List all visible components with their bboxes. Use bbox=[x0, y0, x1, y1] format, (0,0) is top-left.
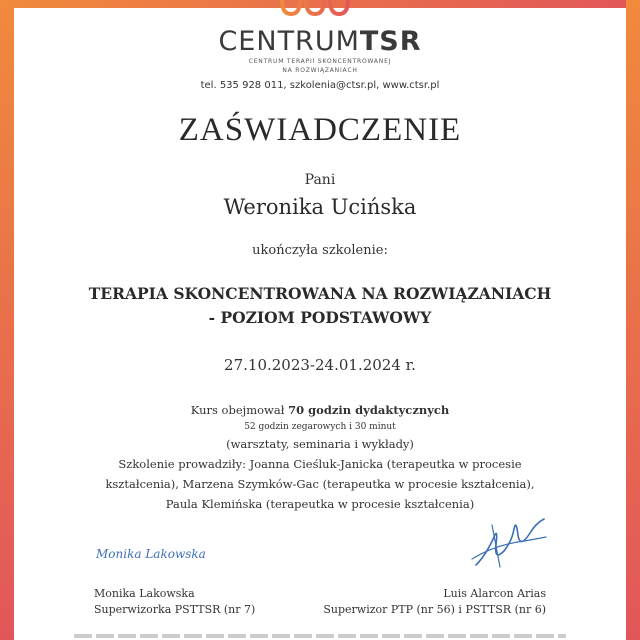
course-dates: 27.10.2023-24.01.2024 r. bbox=[224, 356, 416, 374]
footer-text-cropped bbox=[74, 632, 566, 640]
brand-tagline bbox=[14, 57, 626, 75]
footer-cropped-line bbox=[74, 634, 566, 638]
course-line1: TERAPIA SKONCENTROWANA NA ROZWIĄZANIACH bbox=[88, 284, 552, 303]
hours-line bbox=[54, 400, 586, 420]
trainers-line2: kształcenia), Marzena Szymków-Gac (terapeutka w procesie kształcenia), bbox=[105, 477, 535, 491]
course-details bbox=[54, 400, 586, 514]
course-format: (warsztaty, seminaria i wykłady) bbox=[226, 437, 414, 451]
frame-left bbox=[0, 0, 14, 640]
brand-logo-text bbox=[14, 26, 626, 57]
completed-text: ukończyła szkolenie: bbox=[252, 243, 388, 258]
frame-right bbox=[626, 0, 640, 640]
certificate-title: ZAŚWIADCZENIE bbox=[178, 112, 462, 148]
right-signer-role: Superwizor PTP (nr 56) i PSTTSR (nr 6) bbox=[323, 603, 546, 616]
course-title bbox=[14, 282, 626, 330]
right-signer bbox=[286, 586, 546, 618]
hours-bold: 70 godzin dydaktycznych bbox=[288, 403, 450, 417]
recipient-name: Weronika Ucińska bbox=[223, 195, 417, 219]
left-signature-image bbox=[94, 542, 224, 564]
certificate-page bbox=[14, 0, 626, 640]
salutation: Pani bbox=[304, 172, 336, 188]
course-line2: - POZIOM PODSTAWOWY bbox=[208, 308, 432, 327]
left-signer-role: Superwizorka PSTTSR (nr 7) bbox=[94, 603, 256, 616]
trainers-line1: Szkolenie prowadziły: Joanna Cieśluk-Janicka (terapeutka w procesie bbox=[118, 457, 522, 471]
right-signature-image bbox=[464, 515, 554, 575]
clock-hours: 52 godzin zegarowych i 30 minut bbox=[244, 422, 396, 432]
brand-part1: CENTRUM bbox=[218, 26, 360, 57]
right-signer-name: Luis Alarcon Arias bbox=[443, 587, 546, 600]
logo-waves-icon bbox=[276, 0, 366, 20]
trainers-line3: Paula Klemińska (terapeutka w procesie kształcenia) bbox=[165, 497, 475, 511]
contact-info: tel. 535 928 011, szkolenia@ctsr.pl, www.ctsr.pl bbox=[200, 80, 440, 91]
tagline-line1: CENTRUM TERAPII SKONCENTROWANEJ bbox=[248, 58, 392, 65]
hours-prefix: Kurs obejmował bbox=[190, 403, 289, 417]
tagline-line2: NA ROZWIĄZANIACH bbox=[282, 67, 358, 74]
brand-part2: TSR bbox=[359, 26, 422, 57]
left-signer-name: Monika Lakowska bbox=[94, 587, 195, 600]
left-signature-handwriting: Monika Lakowska bbox=[96, 547, 206, 561]
